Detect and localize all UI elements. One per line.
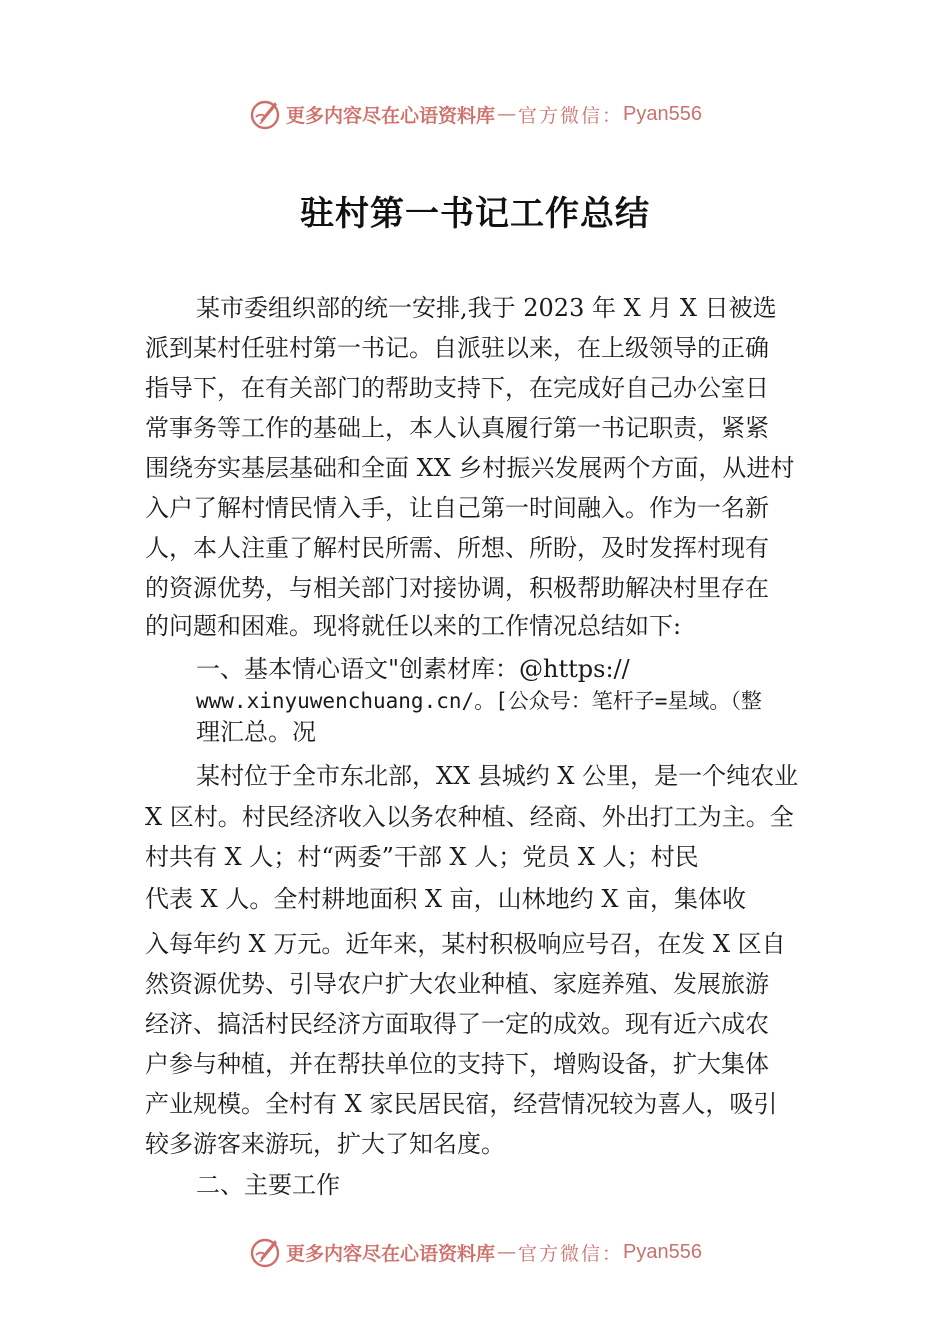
body-line-12: 村共有 X 人；村“两委”干部 X 人；党员 X 人；村民 [145,843,699,871]
body-line-2: 派到某村任驻村第一书记。自派驻以来，在上级领导的正确 [145,334,769,362]
body-line-9: 的问题和困难。现将就任以来的工作情况总结如下: [145,612,682,640]
body-line-4: 常事务等工作的基础上，本人认真履行第一书记职责，紧紧 [145,414,769,442]
watermark-contact-label: 官方微信： [518,1242,624,1265]
body-line-16: 经济、搞活村民经济方面取得了一定的成效。现有近六成农 [145,1010,769,1038]
body-line-5: 围绕夯实基层基础和全面 XX 乡村振兴发展两个方面，从进村 [145,454,795,482]
body-line-10: 某村位于全市东北部，XX 县城约 X 公里，是一个纯农业 [196,762,799,790]
watermark-dash: — [497,103,517,125]
watermark-dash: — [497,1241,517,1263]
watermark-brand: 更多内容尽在心语资料库 [286,1242,496,1265]
body-line-19: 较多游客来游玩，扩大了知名度。 [145,1130,505,1158]
section-heading-1: 一、基本情心语文"创素材库：@https:// [196,655,630,683]
body-line-13: 代表 X 人。全村耕地面积 X 亩，山林地约 X 亩，集体收 [145,885,747,913]
section-heading-1-end: 理汇总。况 [196,718,316,746]
body-line-3: 指导下，在有关部门的帮助支持下，在完成好自己办公室日 [145,374,769,402]
watermark-contact-label: 官方微信： [518,104,624,127]
watermark-header [0,94,950,134]
section-heading-1-cont: www.xinyuwenchuang.cn/。[公众号：笔杆子=星域。（整 [196,689,762,713]
watermark-footer [0,1232,950,1272]
body-line-7: 人，本人注重了解村民所需、所想、所盼，及时发挥村现有 [145,534,769,562]
document-title: 驻村第一书记工作总结 [300,194,650,234]
watermark-wechat-id: Pyan556 [623,102,702,125]
body-line-6: 入户了解村情民情入手，让自己第一时间融入。作为一名新 [145,494,769,522]
quill-logo-icon [248,97,282,131]
body-line-17: 户参与种植，并在帮扶单位的支持下，增购设备，扩大集体 [145,1050,769,1078]
body-line-8: 的资源优势，与相关部门对接协调，积极帮助解决村里存在 [145,574,769,602]
watermark-brand: 更多内容尽在心语资料库 [286,104,496,127]
body-line-18: 产业规模。全村有 X 家民居民宿，经营情况较为喜人，吸引 [145,1090,778,1118]
body-line-11: X 区村。村民经济收入以务农种植、经商、外出打工为主。全 [145,803,794,831]
section-heading-2: 二、主要工作 [196,1171,340,1199]
body-line-1: 某市委组织部的统一安排,我于 2023 年 X 月 X 日被选 [196,294,777,322]
quill-logo-icon [248,1235,282,1269]
body-line-15: 然资源优势、引导农户扩大农业种植、家庭养殖、发展旅游 [145,970,769,998]
watermark-wechat-id: Pyan556 [623,1240,702,1263]
body-line-14: 入每年约 X 万元。近年来，某村积极响应号召，在发 X 区自 [145,930,786,958]
